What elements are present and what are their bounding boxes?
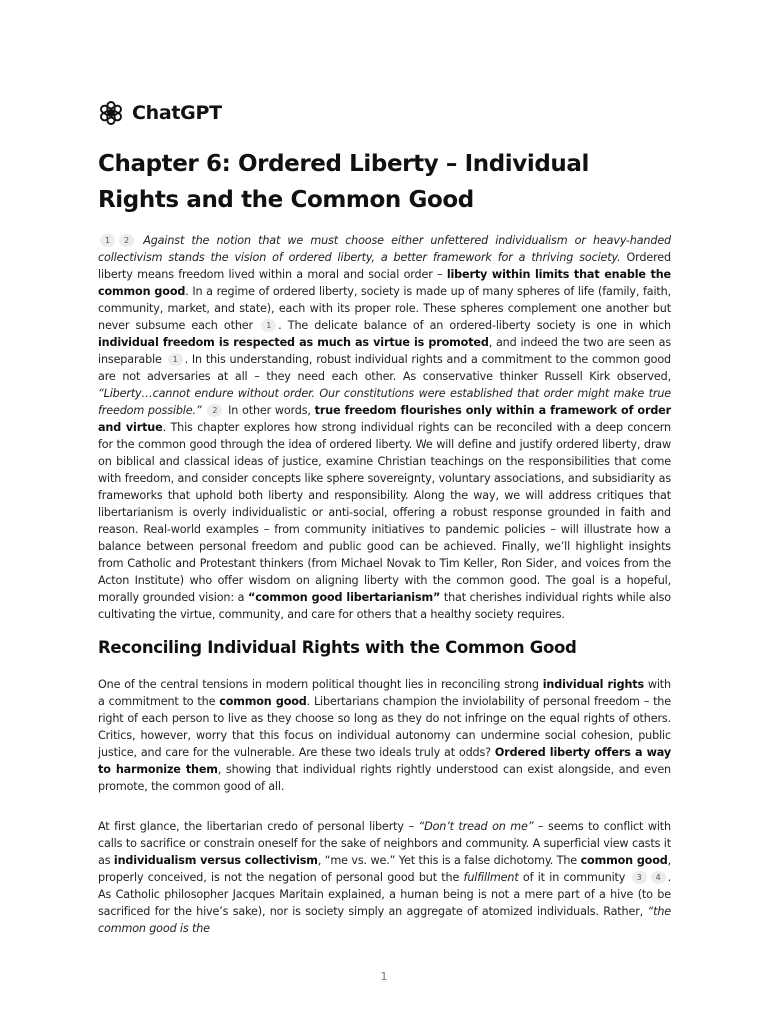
citation-badge[interactable]: 3 <box>632 871 647 884</box>
intro-text: . This chapter explores how strong individual rights can be reconciled with a deep concern for the common good through the idea of ordered liberty. We will define and justify ordered liberty, draw on biblical and classical ideas of justice, examine Christian teachings on the responsibilities that come with freedom, and consider concepts like sphere sovereignty, voluntary associations, and subsidiarity as frameworks that uphold both liberty and responsibility. Along the way, we will address critiques that libertarianism is overly individualistic or anti-social, offering a robust response grounded in faith and reason. Real-world examples – from community initiatives to pandemic policies – will illustrate how a balance between personal freedom and public good can be achieved. Finally, we’ll highlight insights from Catholic and Protestant thinkers (from Michael Novak to Tim Keller, Ron Sider, and voices from the Acton Institute) who offer wisdom on aligning liberty with the common good. The goal is a hopeful, morally grounded vision: a <box>98 421 671 604</box>
citation-badge[interactable]: 4 <box>651 871 666 884</box>
page-number: 1 <box>380 970 388 983</box>
intro-text: . The delicate balance of an ordered-liberty society is one in which <box>278 319 671 332</box>
body-bold-text: individual rights <box>542 678 644 691</box>
intro-italic-text: Against the notion that we must choose either unfettered individualism or heavy-handed collectivism stands the vision of ordered liberty, a better framework for a thriving society. <box>98 234 672 264</box>
body-bold-text: individualism versus collectivism <box>113 854 318 867</box>
intro-text: In other words, <box>224 404 315 417</box>
body-italic-text: fulfillment <box>463 871 519 884</box>
citation-badge[interactable]: 2 <box>119 234 134 247</box>
openai-logo-icon <box>98 100 124 126</box>
intro-bold-text: “common good libertarianism” <box>248 591 441 604</box>
body-italic-text: “the common good is the <box>98 905 671 935</box>
intro-text: . In this understanding, robust individual rights and a commitment to the common good are not adversaries at all – they need each other. As conservative thinker Russell Kirk observed, <box>98 353 671 383</box>
body-text: , properly conceived, is not the negation of personal good but the <box>98 854 672 884</box>
body-paragraph <box>98 676 671 795</box>
kirk-quote: “Liberty…cannot endure without order. Our constitutions were established that order might make true freedom possible.” <box>98 387 671 417</box>
body-bold-text: common good <box>219 695 307 708</box>
body-text: At first glance, the libertarian credo of personal liberty – <box>98 820 419 833</box>
chapter-title: Chapter 6: Ordered Liberty – Individual Rights and the Common Good <box>98 151 590 213</box>
body-text: One of the central tensions in modern political thought lies in reconciling strong <box>98 678 543 691</box>
body-italic-text: “Don’t tread on me” <box>418 820 534 833</box>
body-bold-text: Ordered liberty offers a way to harmonize them <box>98 746 671 776</box>
brand-header <box>98 100 222 126</box>
intro-bold-text: liberty within limits that enable the common good <box>98 268 671 298</box>
body-text: , “me vs. we.” Yet this is a false dichotomy. The <box>317 854 581 867</box>
section-heading: Reconciling Individual Rights with the Common Good <box>98 638 577 657</box>
intro-text: , and indeed the two are seen as inseparable <box>98 336 671 366</box>
body-bold-text: common good <box>580 854 668 867</box>
intro-paragraph <box>98 232 671 623</box>
intro-text: that cherishes individual rights while also cultivating the virtue, community, and care for others that a healthy society requires. <box>98 591 671 621</box>
body-text: of it in community <box>518 871 626 884</box>
intro-text: . In a regime of ordered liberty, society is made up of many spheres of life (family, faith, community, market, and state), each with its proper role. These spheres complement one another but never subsume each other <box>98 285 672 332</box>
citation-badge[interactable]: 1 <box>168 353 183 366</box>
body-text: . Libertarians champion the inviolability of personal freedom – the right of each person to live as they choose so long as they do not infringe on the equal rights of others. Critics, however, worry that this focus on individual autonomy can undermine social cohesion, public justice, and care for the vulnerable. Are these two ideals truly at odds? <box>98 695 671 759</box>
citation-badge[interactable]: 2 <box>207 404 222 417</box>
body-text: with a commitment to the <box>98 678 671 708</box>
body-text: . As Catholic philosopher Jacques Maritain explained, a human being is not a mere part of a hive (to be sacrificed for the hive’s sake), nor is society simply an aggregate of atomized individuals. Rather, <box>98 871 671 918</box>
intro-bold-text: true freedom flourishes only within a framework of order and virtue <box>98 404 671 434</box>
citation-badge[interactable]: 1 <box>100 234 115 247</box>
citation-badge[interactable]: 1 <box>261 319 276 332</box>
brand-name: ChatGPT <box>132 102 222 124</box>
intro-bold-text: individual freedom is respected as much as virtue is promoted <box>98 336 489 349</box>
intro-text: Ordered liberty means freedom lived within a moral and social order – <box>98 251 671 281</box>
body-paragraph <box>98 818 671 937</box>
body-text: , showing that individual rights rightly understood can exist alongside, and even promote, the common good of all. <box>98 763 671 793</box>
body-text: – seems to conflict with calls to sacrifice or constrain oneself for the sake of neighbors and community. A superficial view casts it as <box>98 820 671 867</box>
